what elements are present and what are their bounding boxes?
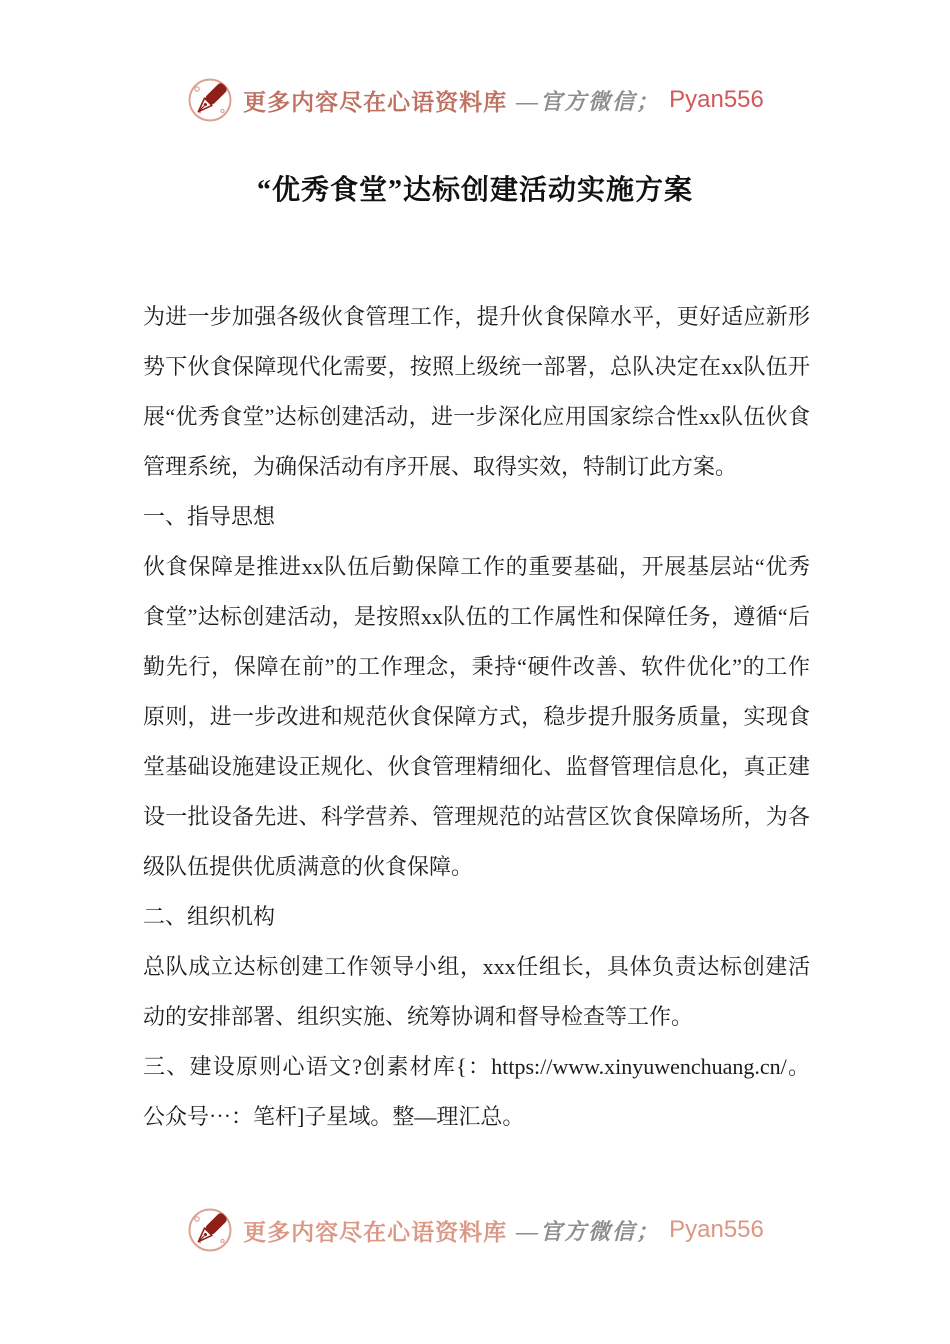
header-watermark <box>0 76 950 124</box>
document-title: “优秀食堂”达标创建活动实施方案 <box>256 175 693 206</box>
intro-paragraph: 为进一步加强各级伙食管理工作，提升伙食保障水平，更好适应新形势下伙食保障现代化需要，按照上级统一部署，总队决定在xx队伍开展“优秀食堂”达标创建活动，进一步深化应用国家综合性xx队伍伙食管理系统，为确保活动有序开展、取得实效，特制订此方案。 <box>143 304 810 479</box>
footer-watermark <box>0 1206 950 1254</box>
heading-guiding-ideology: 一、指导思想 <box>143 504 276 529</box>
xinyu-logo-icon <box>186 76 234 124</box>
xinyu-logo-icon <box>186 1206 234 1254</box>
footer-brand-separator: —官方微信； <box>516 1218 661 1244</box>
header-brand-separator: —官方微信； <box>516 88 661 114</box>
header-brand-text: 更多内容尽在心语资料库 <box>243 89 508 115</box>
heading-principles-watermark-line: 三、建设原则心语文?创素材库{：https://www.xinyuwenchuang.cn/。公众号⋯：笔杆]子星域。整—理汇总。 <box>143 1054 810 1129</box>
paragraph-guiding-ideology: 伙食保障是推进xx队伍后勤保障工作的重要基础，开展基层站“优秀食堂”达标创建活动，是按照xx队伍的工作属性和保障任务，遵循“后勤先行，保障在前”的工作理念，秉持“硬件改善、软件优化”的工作原则，进一步改进和规范伙食保障方式，稳步提升服务质量，实现食堂基础设施建设正规化、伙食管理精细化、监督管理信息化，真正建设一批设备先进、科学营养、管理规范的站营区饮食保障场所，为各级队伍提供优质满意的伙食保障。 <box>143 554 810 879</box>
footer-wechat-id: Pyan556 <box>669 1216 764 1243</box>
paragraph-organization: 总队成立达标创建工作领导小组，xxx任组长，具体负责达标创建活动的安排部署、组织实施、统筹协调和督导检查等工作。 <box>143 954 810 1029</box>
document-body <box>143 292 810 1142</box>
header-wechat-id: Pyan556 <box>669 86 764 113</box>
footer-brand-text: 更多内容尽在心语资料库 <box>243 1219 508 1245</box>
heading-organization: 二、组织机构 <box>143 904 276 929</box>
